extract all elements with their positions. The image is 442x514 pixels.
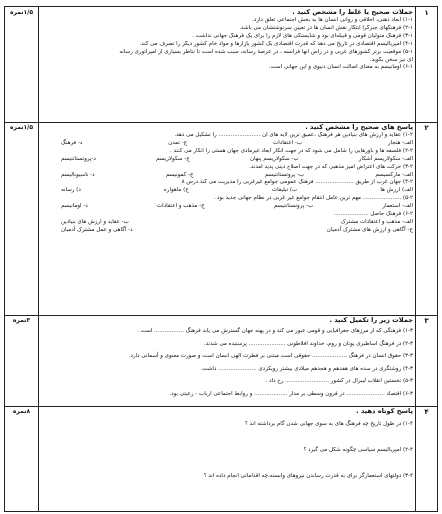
question-line: ۲-۱) فرهنگهای جبرگرا ابتکار نقش انسان ها در تعیین سرنوشتشان می باشد. (239, 24, 413, 31)
answer-option: الف- استعمار (382, 203, 413, 210)
exam-page (4, 6, 438, 512)
question-line: ۴-۲) جهان غرب از طریق ...................... فرهنگ عمومی جوامع غیرغربی را مدیریت می کند.درس ۸ (181, 179, 413, 186)
question-line: ۴-۳) روشنگری در سده های هفدهم و هجدهم میلادی بیشتر رویکردی ...................... داشت. (200, 365, 413, 372)
question-header: پاسخ های صحیح را مشخص کنید . (305, 123, 413, 131)
answer-option: ب- عقاید و ارزش های بنیادین (61, 218, 129, 225)
answer-option: ج- سکولاریسم (156, 155, 190, 162)
answer-option: ج- آگاهی و ارزش های مشترک آدمیان (326, 226, 413, 233)
question-score: ۳نمره (5, 315, 39, 406)
answer-option: ج) ماهواره (163, 187, 189, 194)
answer-option: الف- مذهب و اعتقادات مشترک (340, 218, 413, 225)
options-row (41, 140, 413, 148)
question-1-content (41, 8, 413, 72)
answer-option: ب) تبلیغات (271, 187, 298, 194)
answer-option: د- ناسیونالیسم (61, 171, 95, 178)
answer-option: الف) ارزش ها (380, 187, 413, 194)
question-line: ۳-۴) دولتهای استعمارگر برای به قدرت رساندن نیروهای وابسته،چه اقداماتی انجام داده اند ؟ (203, 473, 413, 479)
question-4-row (5, 406, 437, 511)
question-line: ۶-۲) فرهنگ حاصل .................... (333, 211, 413, 218)
answer-option: د) رسانه (61, 187, 81, 194)
answer-option: الف- سکولاریسم آشکار (358, 155, 413, 162)
answer-option: ب- پروتستانتیسم (264, 171, 305, 178)
answer-option: ب- سکولاریسم پنهان (250, 155, 299, 162)
question-line: ۱-۴) در طول تاریخ چه فرهنگ های به سوی جهانی شدن گام برداشته اند ؟ (245, 421, 413, 427)
answer-option: ج- تمدن (168, 139, 188, 146)
question-1-row (5, 7, 437, 123)
question-line: ۱-۱) ابعاد ذهنی، اخلاقی و روانی انسان ها به بخش اجتماعی تعلق دارد. (252, 17, 413, 23)
question-line: ۶-۱) اومانیسم به معنای اصالت انسان دنیوی و این جهانی است. (268, 64, 413, 71)
question-2-content (41, 123, 413, 235)
answer-option: ب- پروتستانتیسم (273, 203, 314, 210)
question-number: ۱ (415, 7, 437, 122)
question-line: ۳-۱) فرهنگ متولیان قومی و قبیله‌ای بود و شایستگی های لازم را برای یک فرهنگ جهانی نداشت . (192, 32, 413, 39)
question-2-row (5, 122, 437, 316)
answer-option: ج- کمونیسم (165, 171, 194, 178)
question-line: ۱-۳) فرهنگی که از مرزهای جغرافیایی و قومی عبور می کند و در پهنه جهان گسترش می یابد فرهنگ ................. است . (137, 328, 413, 334)
question-line: ۵-۳) نخستین انقلاب لیبرال در کشور ......................... رخ داد . (265, 378, 413, 384)
options-row (41, 156, 413, 164)
question-line: ۶-۳) اقتصاد ...................... در قرون وسطی بر مدار ................... و روابط اجتماعی ارباب - رعیتی بود. (169, 390, 413, 397)
answer-option: ج- مذهب و اعتقادات (156, 203, 205, 210)
question-score: ۸نمره (5, 406, 39, 511)
question-line: ۲-۳) در فرهنگ اساطیری یونان و روم، خداوند افلاطونی ..................... پرستیده می شدند. (203, 340, 413, 347)
options-row (41, 187, 413, 195)
question-line: ای نیز سخن بگوید. (369, 56, 413, 63)
question-3-content (41, 316, 413, 400)
question-4-content (41, 407, 413, 480)
question-line: ۱-۲) عقاید و ارزش های بنیادین هر فرهنگ ،عمیق ترین لایه های آن ........................ را تشکیل می دهد. (174, 132, 413, 138)
answer-option: د- آگاهی و عمل مشترک آدمیان (61, 226, 133, 233)
answer-option: د-پروتستانتیسم (61, 155, 96, 162)
question-header: جملات زیر را تکمیل کنید . (329, 316, 413, 324)
question-3-row (5, 315, 437, 407)
question-header: جملات صحیح یا غلط را مشخص کنید . (292, 8, 413, 16)
question-line: ۳-۲) حرکت های اعتراض آمیز مذهبی که در جهت اصلاح دینی پدید آمدند. (249, 163, 413, 170)
question-score: ۱/۵نمره (5, 7, 39, 122)
question-line: ۲-۲) فلسفه ها و باورهایی را شامل می شود که در جهت انکار ابعاد غیرمادی جهان هستی را انکار می کنند . (170, 147, 413, 154)
question-line: ۲-۴) امپریالیسم سیاسی چگونه شکل می گیرد ؟ (303, 447, 413, 453)
question-number: ۲ (415, 122, 437, 315)
options-row (41, 227, 413, 235)
options-row (41, 219, 413, 227)
question-line: ۳-۳) حقوق انسان در فرهنگ .................... حقوقی است مبتنی بر فطرت الهی انسان است و صورت معنوی و آسمانی دارد. (128, 353, 413, 359)
answer-option: د- فرهنگ (61, 139, 83, 146)
question-line: ۵-۱) موقعیت برتر کشورهای غربی و در رأس آنها فرانسه ، در عرصهٔ رسانه، سبب شده است تا تناظر بسیاری از امپراتوری رسانه (119, 48, 413, 55)
question-score: ۱/۵نمره (5, 122, 39, 315)
question-number: ۳ (415, 315, 437, 406)
options-row (41, 203, 413, 211)
question-number: ۴ (415, 406, 437, 511)
question-header: پاسخ کوتاه دهید . (356, 407, 413, 415)
answer-option: ب- اعتقادات (273, 139, 303, 146)
answer-option: الف- هنجار (387, 139, 413, 146)
answer-option: الف- مارکسیسم (375, 171, 413, 178)
answer-option: د- اومانیسم (61, 203, 88, 210)
options-row (41, 172, 413, 180)
question-line: ۵-۲) ...................... مهم ترین عامل انتقام جوامع غیر غربی در نظام جهانی جدید بود . (213, 195, 413, 202)
question-line: ۴-۱) امپریالیسم اقتصادی در تاریخ می دهد که قدرت اقتصادی یک کشور بازارها و مواد خام کشور دیگر را تصرف می کند. (139, 40, 413, 47)
